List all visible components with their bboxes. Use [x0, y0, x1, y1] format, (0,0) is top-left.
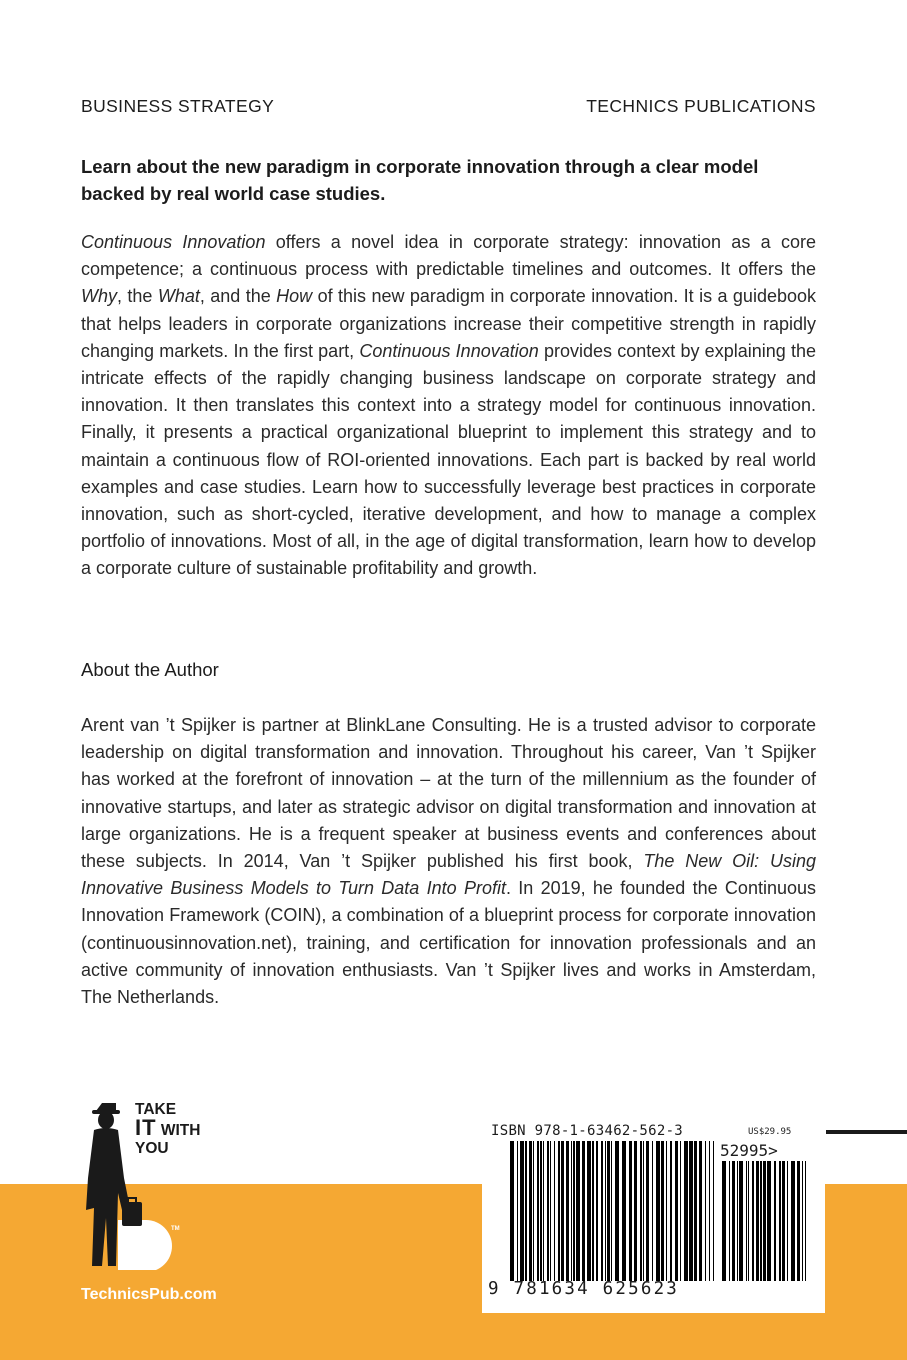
barcode-bar	[611, 1141, 612, 1281]
barcode-bar	[791, 1161, 795, 1281]
barcode-bar	[802, 1161, 803, 1281]
barcode-bar	[782, 1161, 785, 1281]
barcode-bar	[622, 1141, 626, 1281]
cover-header	[81, 96, 816, 117]
barcode-bar	[554, 1141, 555, 1281]
barcode-bar	[566, 1141, 569, 1281]
barcode-bar	[643, 1141, 644, 1281]
barcode-bar	[547, 1141, 549, 1281]
logo-it: IT	[135, 1115, 157, 1140]
barcode-bar	[699, 1141, 702, 1281]
barcode-panel	[482, 1117, 825, 1313]
barcode-bar	[571, 1141, 572, 1281]
barcode-bar	[709, 1141, 710, 1281]
barcode-bar	[601, 1141, 603, 1281]
logo-line: TAKE	[135, 1101, 177, 1118]
barcode-bar	[517, 1141, 518, 1281]
barcode-bar	[529, 1141, 532, 1281]
barcode-bar	[713, 1141, 714, 1281]
barcode-bar	[520, 1141, 524, 1281]
logo-line: YOU	[135, 1140, 169, 1157]
barcode-bar	[561, 1141, 564, 1281]
barcode-bar	[607, 1141, 610, 1281]
barcode-bar	[748, 1161, 749, 1281]
barcode-bar	[656, 1141, 660, 1281]
text-span: provides context by explaining the intricate effects of the rapidly changing business landscape on corporate strategy and innovation. It then translates this context into a strategy model for continuous innovation. Finally, it presents a practical organizational blueprint to implement this strategy and to maintain a continuous flow of ROI-oriented innovations. Each part is backed by real world examples and case studies. Learn how to successfully leverage best practices in corporate innovation, such as short-cycled, iterative development, and how to manage a complex portfolio of innovations. Most of all, in the age of digital transformation, learn how to develop a corporate culture of sustainable profitability and growth.	[81, 340, 816, 579]
publisher-label: TECHNICS PUBLICATIONS	[586, 96, 816, 116]
isbn-text: ISBN 978-1-63462-562-3	[491, 1123, 684, 1139]
barcode-bar	[576, 1141, 580, 1281]
barcode-bar	[558, 1141, 560, 1281]
barcode-bar	[767, 1161, 771, 1281]
barcode-bar	[540, 1141, 542, 1281]
trademark-label: TM	[171, 1226, 180, 1232]
how-italic: How	[276, 286, 313, 307]
barcode-bar	[652, 1141, 653, 1281]
barcode-bar	[797, 1161, 800, 1281]
barcode-bar	[675, 1141, 678, 1281]
barcode-bar	[732, 1161, 735, 1281]
text-span: , and the	[199, 286, 277, 307]
barcode-bar	[582, 1141, 585, 1281]
barcode-bar	[787, 1161, 788, 1281]
barcode-bar	[640, 1141, 642, 1281]
barcode-bar	[587, 1141, 591, 1281]
barcode-bar	[573, 1141, 575, 1281]
ean-digits: 9 781634 625623	[488, 1279, 680, 1299]
barcode-bar	[705, 1141, 706, 1281]
barcode-bar	[550, 1141, 551, 1281]
lead-text: Learn about the new paradigm in corporate innovation through a clear model backed by real world case studies.	[81, 156, 759, 204]
barcode-bar	[646, 1141, 649, 1281]
what-italic: What	[157, 286, 200, 307]
barcode-bar	[510, 1141, 514, 1281]
why-italic: Why	[81, 286, 117, 307]
price-text: US$29.95	[748, 1127, 792, 1137]
barcode-bar	[525, 1141, 527, 1281]
barcode-bar	[737, 1161, 738, 1281]
supplement-barcode	[722, 1161, 812, 1281]
barcode-bar	[605, 1141, 606, 1281]
barcode-bar	[739, 1161, 743, 1281]
edge-rule	[826, 1130, 907, 1134]
barcode-bar	[746, 1161, 747, 1281]
barcode-bar	[629, 1141, 632, 1281]
barcode-bar	[763, 1161, 766, 1281]
barcode-bar	[760, 1161, 762, 1281]
barcode-bar	[666, 1141, 667, 1281]
barcode-bar	[684, 1141, 688, 1281]
barcode-bar	[634, 1141, 637, 1281]
logo-line	[135, 1115, 201, 1140]
text-span: . In 2019, he founded the Continuous Innovation Framework (COIN), a combination of a blueprint process for corporate innovation (continuousinnovation.net), training, and certification for innovation professionals and an active community of innovation enthusiasts. Van ’t Spijker lives and works in Amsterdam, The Netherlands.	[81, 878, 816, 1008]
description-paragraph	[81, 229, 816, 583]
barcode-bar	[661, 1141, 664, 1281]
first-book-title-italic: The New Oil: Using Innovative Business Models to Turn Data Into Profit	[81, 851, 816, 899]
about-heading: About the Author	[81, 659, 219, 680]
publisher-url: TechnicsPub.com	[81, 1286, 217, 1303]
text-span: offers a novel idea in corporate strategy: innovation as a core competence; a continuous process with predictable timelines and outcomes. It offers the	[81, 232, 816, 280]
barcode-bar	[689, 1141, 693, 1281]
barcode-bar	[722, 1161, 726, 1281]
barcode-bar	[615, 1141, 619, 1281]
supplement-code: 52995>	[720, 1141, 778, 1160]
author-paragraph	[81, 712, 816, 1011]
barcode-bar	[670, 1141, 672, 1281]
barcode-bar	[680, 1141, 681, 1281]
barcode-bar	[805, 1161, 806, 1281]
barcode-bar	[774, 1161, 776, 1281]
barcode-bar	[537, 1141, 539, 1281]
logo-with: WITH	[160, 1122, 201, 1139]
barcode-bar	[592, 1141, 594, 1281]
barcode-bar	[752, 1161, 754, 1281]
category-label: BUSINESS STRATEGY	[81, 96, 275, 116]
book-title-italic: Continuous Innovation	[359, 340, 539, 361]
text-span: Arent van ’t Spijker is partner at BlinkLane Consulting. He is a trusted advisor to corporate leadership on digital transformation and innovation. Throughout his career, Van ’t Spijker has worked at the forefront of innovation – at the turn of the millennium as the founder of innovative startups, and later as strategic advisor on digital transformation and innovation at large organizations. He is a frequent speaker at business events and conferences about these subjects. In 2014, Van ’t Spijker published his first book,	[81, 715, 816, 872]
barcode-bar	[729, 1161, 730, 1281]
barcode-bar	[756, 1161, 759, 1281]
barcode-bar	[694, 1141, 697, 1281]
barcode-bar	[533, 1141, 534, 1281]
barcode-bar	[596, 1141, 598, 1281]
text-span: , the	[117, 286, 158, 307]
text-span: of this new paradigm in corporate innovation. It is a guidebook that helps leaders in corporate organizations increase their competitive strength in rapidly changing markets. In the first part,	[81, 286, 816, 361]
barcode-bar	[543, 1141, 544, 1281]
book-title-italic: Continuous Innovation	[81, 232, 266, 252]
take-it-with-you-logo	[135, 1101, 200, 1158]
ean-barcode	[510, 1141, 720, 1281]
barcode-bar	[779, 1161, 781, 1281]
